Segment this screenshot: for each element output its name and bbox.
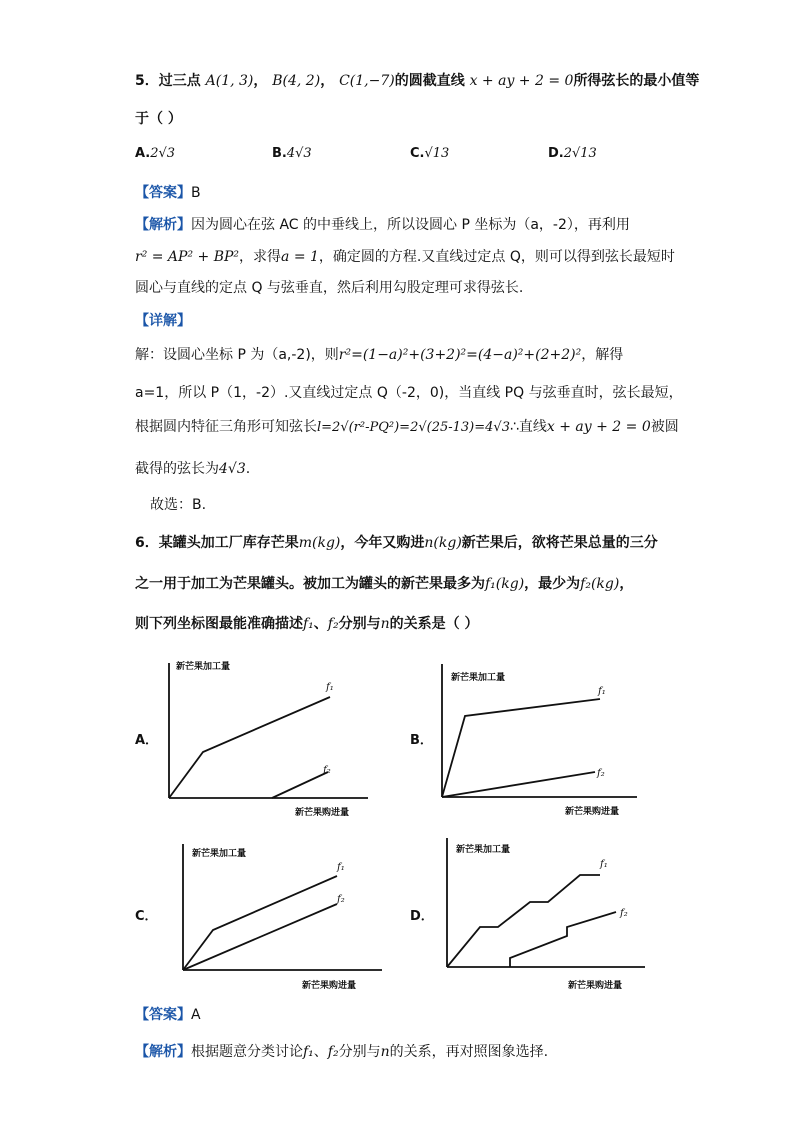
q6-n: n (380, 616, 390, 632)
graph-d-f2-line (510, 912, 616, 967)
graph-d-x-label: 新芒果购进量 (568, 981, 623, 991)
q5-stem-prefix: 过三点 (158, 73, 201, 89)
q5-option-b[interactable] (272, 146, 312, 161)
q5-stem-line2: 于（ ） (135, 111, 182, 127)
q5-analysis-rest: ，确定圆的方程.又直线过定点 Q，则可以得到弦长最短时 (318, 249, 675, 265)
q5-option-d-letter: D. (548, 146, 564, 161)
q5-detail3-mid: ∴直线 (509, 419, 547, 435)
q5-answer-value: B (191, 185, 201, 201)
q6-option-a-label[interactable]: A． (135, 733, 159, 748)
q6-f2-kg: f₂(kg) (580, 576, 620, 592)
q5-number: 5． (135, 73, 159, 89)
graph-d-f2-label: f₂ (620, 908, 628, 919)
q6-stem-line1 (135, 532, 658, 552)
q5-analysis-line1 (135, 214, 630, 234)
graph-b-f2-label: f₂ (597, 768, 605, 779)
graph-b[interactable] (425, 660, 655, 825)
q5-option-c-value: √13 (424, 146, 450, 161)
q5-detail3-formula: l=2√(r²-PQ²)=2√(25-13)=4√3 (317, 420, 510, 435)
q5-option-a-value: 2√3 (150, 146, 176, 161)
q5-detail4-suffix: . (245, 461, 251, 477)
q6-line3-suffix: 的关系是（ ） (389, 616, 479, 632)
graph-a[interactable] (150, 655, 380, 820)
q5-detail-line1 (135, 344, 623, 364)
q6-answer-tag: 【答案】 (135, 1007, 191, 1023)
graph-b-f1-label: f₁ (598, 686, 606, 697)
q6-analysis-prefix: 根据题意分类讨论 (191, 1044, 303, 1060)
q5-detail-line2: a=1，所以 P（1，-2）.又直线过定点 Q（-2，0)，当直线 PQ 与弦垂直时，弦长最短， (135, 385, 683, 401)
q6-m-kg: m(kg) (298, 535, 341, 551)
graph-c[interactable] (160, 830, 390, 995)
q5-detail-formula: r²=(1−a)²+(3+2)²=(4−a)²+(2+2)² (338, 347, 582, 363)
q5-answer (135, 182, 201, 202)
q6-line3-prefix: 则下列坐标图最能准确描述 (135, 616, 303, 632)
q5-sep2: ， (320, 73, 335, 89)
q5-point-c: C(1,−7) (339, 73, 395, 89)
q6-stem-line3 (135, 613, 479, 633)
q6-answer (135, 1004, 201, 1024)
q5-detail-tag: 【详解】 (135, 313, 191, 329)
graph-c-f2-line (183, 904, 337, 970)
q5-detail3-prefix: 根据圆内特征三角形可知弦长 (135, 419, 317, 435)
graph-a-f2-line (272, 772, 328, 798)
q6-line3-sep: 、 (313, 616, 328, 632)
q5-analysis-text1: 因为圆心在弦 AC 的中垂线上，所以设圆心 P 坐标为（a，-2），再利用 (191, 217, 630, 233)
q5-analysis-line2 (135, 246, 675, 266)
q5-detail3-formula2: x + ay + 2 = 0 (546, 419, 651, 435)
q6-line2-suffix: ， (619, 576, 634, 592)
q6-line2-prefix: 之一用于加工为芒果罐头。被加工为罐头的新芒果最多为 (135, 576, 485, 592)
q6-number: 6． (135, 535, 159, 551)
q5-analysis-tag: 【解析】 (135, 217, 191, 233)
q6-analysis-f1: f₁ (303, 1044, 314, 1060)
q5-detail4-formula: 4√3 (219, 461, 246, 477)
graph-b-y-label: 新芒果加工量 (451, 673, 506, 683)
graph-b-x-label: 新芒果购进量 (565, 807, 620, 817)
q6-analysis-f2: f₂ (327, 1044, 339, 1060)
q5-analysis-line3: 圆心与直线的定点 Q 与弦垂直，然后利用勾股定理可求得弦长. (135, 280, 524, 296)
q6-line1-prefix: 某罐头加工厂库存芒果 (158, 535, 299, 551)
q6-option-c-label[interactable]: C． (135, 909, 158, 924)
q5-option-b-letter: B. (272, 146, 287, 161)
q6-option-d-label[interactable]: D． (410, 909, 434, 924)
q6-line1-mid: ，今年又购进 (340, 535, 425, 551)
q6-analysis-tag: 【解析】 (135, 1044, 191, 1060)
graph-b-f2-line (442, 772, 595, 797)
graph-a-y-label: 新芒果加工量 (176, 662, 231, 672)
q5-conclusion: 故选：B. (150, 497, 207, 513)
q5-option-a-letter: A. (135, 146, 151, 161)
q6-analysis-mid: 分别与 (338, 1044, 381, 1060)
q6-stem-line2 (135, 573, 633, 593)
graph-c-f1-line (183, 876, 337, 970)
q5-stem-mid: 的圆截直线 (394, 73, 465, 89)
q5-option-d-value: 2√13 (563, 146, 597, 161)
q5-option-d[interactable] (548, 146, 597, 161)
q5-point-a: A(1, 3) (205, 73, 254, 89)
q6-analysis (135, 1041, 548, 1061)
q5-line-eq: x + ay + 2 = 0 (469, 73, 574, 89)
graph-c-y-label: 新芒果加工量 (192, 849, 247, 859)
q6-n-kg: n(kg) (424, 535, 462, 551)
q5-option-c[interactable] (410, 146, 449, 161)
q5-stem-suffix: 所得弦长的最小值等 (573, 73, 700, 89)
q6-f1-kg: f₁(kg) (485, 576, 525, 592)
q5-detail-line3 (135, 416, 679, 436)
graph-c-x-label: 新芒果购进量 (302, 981, 357, 991)
q5-detail-line4 (135, 458, 250, 478)
graph-c-f1-label: f₁ (337, 862, 345, 873)
graph-b-f1-line (442, 699, 600, 797)
graph-a-x-label: 新芒果购进量 (295, 808, 350, 818)
q5-detail4-prefix: 截得的弦长为 (135, 461, 219, 477)
q5-option-b-value: 4√3 (286, 146, 312, 161)
q5-analysis-formula2: a = 1 (281, 249, 319, 265)
q6-f1: f₁ (303, 616, 314, 632)
q6-analysis-sep: 、 (313, 1044, 328, 1060)
q6-line3-mid: 分别与 (338, 616, 381, 632)
graph-d-y-label: 新芒果加工量 (456, 845, 511, 855)
q5-sep1: ， (253, 73, 268, 89)
q5-option-c-letter: C. (410, 146, 425, 161)
q6-f2: f₂ (327, 616, 339, 632)
q6-analysis-n: n (380, 1044, 390, 1060)
q5-analysis-mid: ，求得 (239, 249, 282, 265)
q6-answer-value: A (191, 1007, 201, 1023)
q5-option-a[interactable] (135, 146, 175, 161)
q5-detail3-suffix: 被圆 (650, 419, 679, 435)
q5-detail-prefix: 解：设圆心坐标 P 为（a,-2)，则 (135, 347, 339, 363)
graph-a-f1-label: f₁ (326, 682, 334, 693)
graph-d-f1-label: f₁ (600, 859, 608, 870)
q5-point-b: B(4, 2) (272, 73, 321, 89)
graph-c-f2-label: f₂ (337, 894, 345, 905)
graph-a-f2-label: f₂ (323, 765, 331, 776)
q5-analysis-formula: r² = AP² + BP² (135, 249, 240, 265)
q6-line2-mid: ，最少为 (524, 576, 581, 592)
q6-option-b-label[interactable]: B． (410, 733, 433, 748)
q6-analysis-suffix: 的关系，再对照图象选择. (389, 1044, 549, 1060)
q5-answer-tag: 【答案】 (135, 185, 191, 201)
q5-detail-suffix: ，解得 (581, 347, 624, 363)
q6-line1-suffix: 新芒果后，欲将芒果总量的三分 (461, 535, 658, 551)
graph-d[interactable] (430, 830, 660, 995)
q5-stem-line1 (135, 70, 699, 90)
